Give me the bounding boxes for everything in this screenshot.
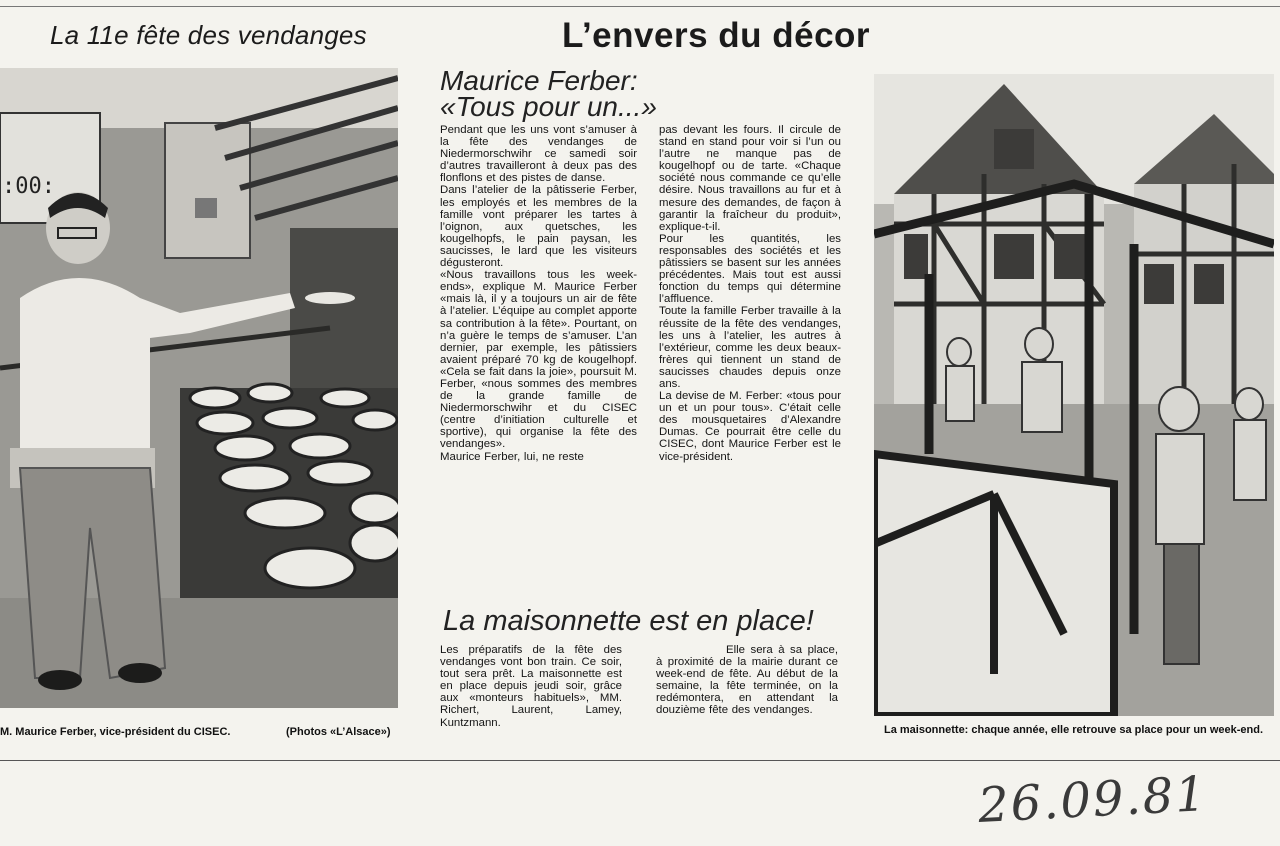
- article2-column-1: Les préparatifs de la fête des vendanges vont bon train. Ce soir, tout sera prêt. La maisonnette est en place depuis jeudi soir, grâce aux «monteurs habituels», MM. Richert, Laurent, Lamey, Kuntzmann.: [440, 644, 622, 729]
- caption-right: La maisonnette: chaque année, elle retrouve sa place pour un week-end.: [884, 724, 1264, 736]
- article1-title-line2: «Tous pour un...»: [440, 91, 657, 122]
- caption-left: M. Maurice Ferber, vice-président du CISEC.: [0, 726, 231, 738]
- article1-title-line1: Maurice Ferber:: [440, 65, 638, 96]
- handwritten-date: 26.09.81: [976, 766, 1210, 834]
- article1-column-2: pas devant les fours. Il circule de stand en stand pour voir si l’un ou l’autre ne manque pas de kougelhopf ou de tarte. «Chaque société nous commande ce qu’elle désire. Nous travaillons au fur et à mesure des demandes, de façon à garantir la fraîcheur du produit», explique-t-il. Pour les quantités, les responsables des sociétés et les pâtissiers se basent sur les années précédentes. Mais tout est aussi fonction du temps qui détermine l’affluence. Toute la famille Ferber travaille à la réussite de la fête des vendanges, les uns à l’atelier, les autres à l’extérieur, comme les deux beaux-frères qui tiennent un stand de saucisses chaudes depuis onze ans. La devise de M. Ferber: «tous pour un et un pour tous». C’était celle des mousquetaires d’Alexandre Dumas. Ce pourrait être celle du CISEC, dont Maurice Ferber est le vice-président.: [659, 124, 841, 463]
- headline: L’envers du décor: [562, 16, 871, 55]
- photo-baker: [0, 68, 398, 708]
- oven-display-text: :00:: [2, 174, 55, 199]
- article1-column-1: Pendant que les uns vont s’amuser à la fête des vendanges de Niedermorschwihr ce samedi soir d’autres travailleront à deux pas des flonflons et des pistes de danse. Dans l’atelier de la pâtisserie Ferber, les employés et les membres de la famille vont préparer les tartes à l’oignon, aux quetsches, les kougelhopfs, le pain paysan, les saucisses, le lard que les visiteurs dégusteront. «Nous travaillons tous les week-ends», explique M. Maurice Ferber «mais là, il y a toujours un air de fête à l’atelier. L’équipe au complet apporte sa contribution à la fête». Pourtant, on n’a guère le temps de s’amuser. L’an dernier, par exemple, les pâtissiers avaient préparé 70 kg de kougelhopf. «Cela se fait dans la joie», poursuit M. Ferber, «nous sommes des membres de la grande famille de Niedermorschwihr et du CISEC (centre d’initiation culturelle et sportive), qui organise la fête des vendanges». Maurice Ferber, lui, ne reste: [440, 124, 637, 463]
- kicker: La 11e fête des vendanges: [50, 20, 367, 50]
- article2-column-2: Elle sera à sa place, à proximité de la mairie durant ce week-end de fête. Au début de la semaine, la fête terminée, on la redémontera, en attendant la douzième fête des vendanges.: [656, 644, 838, 717]
- bottom-rule: [0, 760, 1280, 761]
- article1-title: [440, 65, 840, 122]
- photo-maisonnette: [874, 74, 1274, 716]
- photo-maisonnette-graphic: [874, 74, 1274, 716]
- article2-title: La maisonnette est en place!: [443, 605, 814, 637]
- photo-credit: (Photos «L’Alsace»): [286, 726, 391, 738]
- photo-baker-graphic: [0, 68, 398, 708]
- top-rule: [0, 6, 1280, 7]
